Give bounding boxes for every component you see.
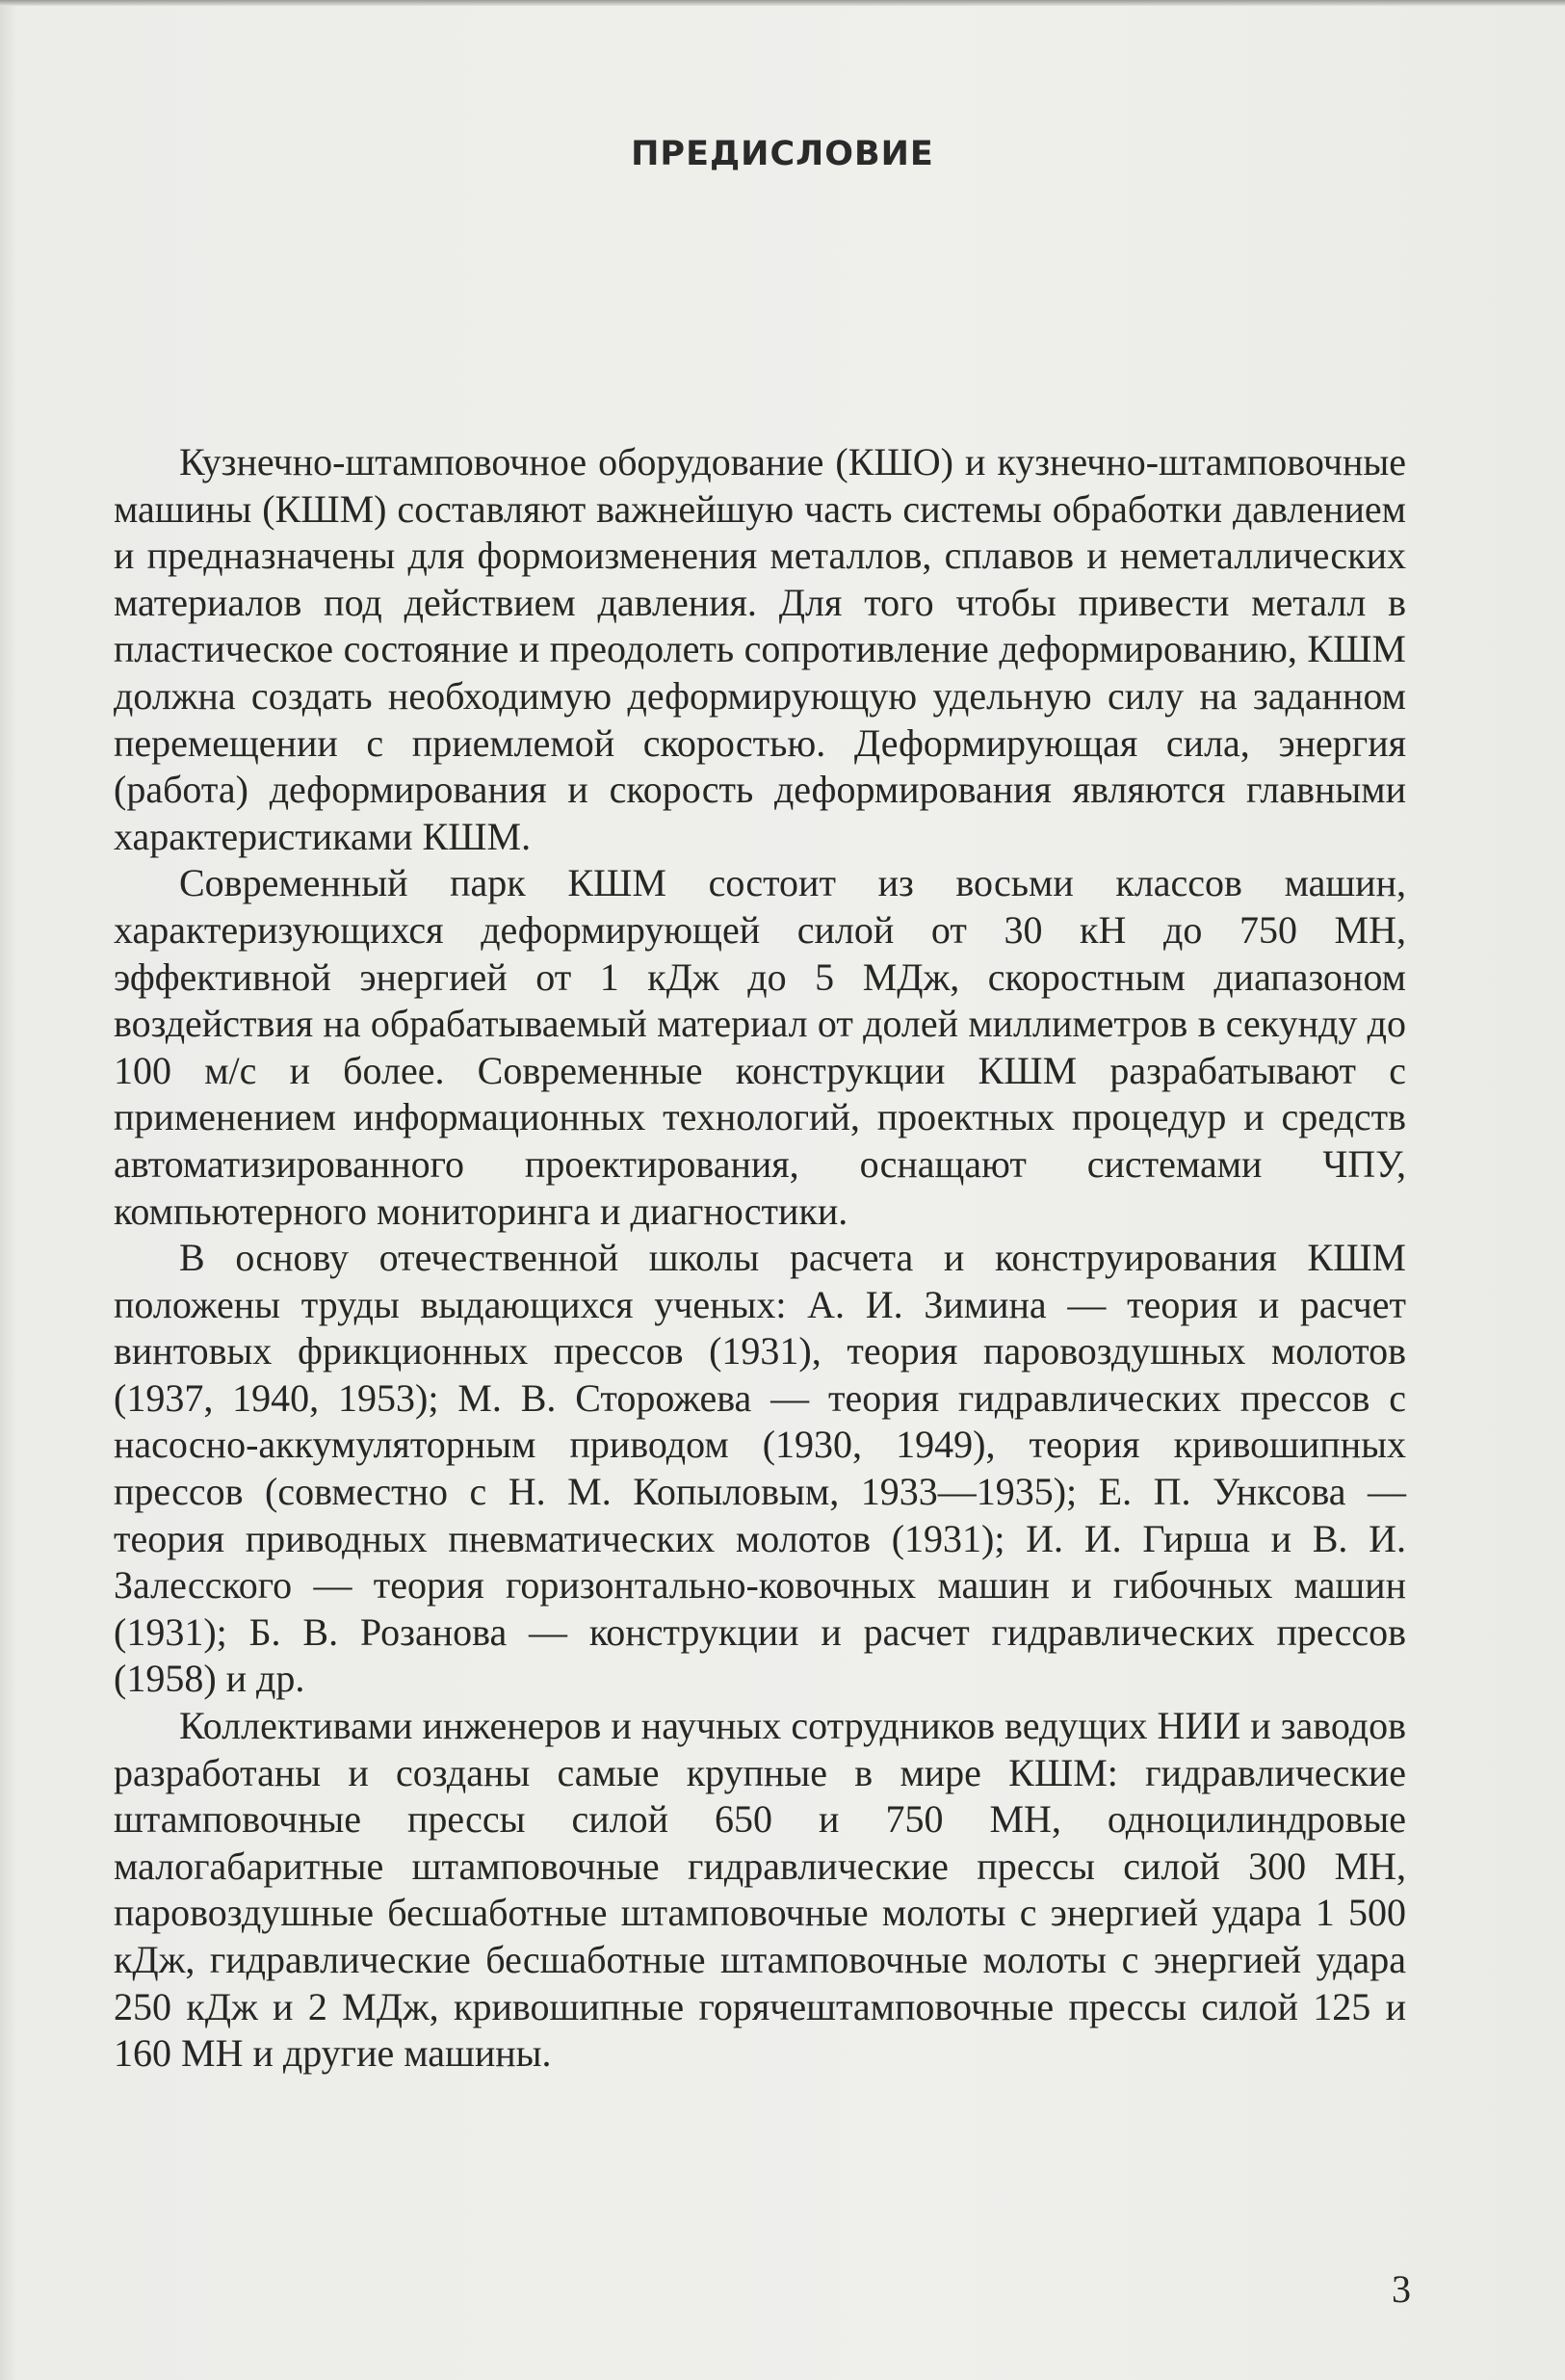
body-text bbox=[114, 439, 1406, 2078]
page-number: 3 bbox=[1392, 2267, 1411, 2311]
page-top-edge bbox=[0, 0, 1565, 6]
paragraph-2: Современный парк КШМ состоит из восьми классов машин, характеризующихся деформирующей силой от 30 кН до 750 МН, эффективной энергией от 1 кДж до 5 МДж, скоростным диапазоном воздействия на обрабатываемый материал от долей миллиметров в секунду до 100 м/с и более. Современные конструкции КШМ разрабатывают с применением информационных технологий, проектных процедур и средств автоматизированного проектирования, оснащают системами ЧПУ, компьютерного мониторинга и диагностики. bbox=[114, 861, 1406, 1233]
paragraph-3: В основу отечественной школы расчета и конструирования КШМ положены труды выдающихся ученых: А. И. Зимина — теория и расчет винтовых фрикционных прессов (1931), теория паровоздушных молотов (1937, 1940, 1953); М. В. Сторожева — теория гидравлических прессов с насосно-аккумуляторным приводом (1930, 1949), теория кривошипных прессов (совместно с Н. М. Копыловым, 1933—1935); Е. П. Унксова — теория приводных пневматических молотов (1931); И. И. Гирша и В. И. Залесского — теория горизонтально-ковочных машин и гибочных машин (1931); Б. В. Розанова — конструкции и расчет гидравлических прессов (1958) и др. bbox=[114, 1236, 1406, 1701]
paragraph-1: Кузнечно-штамповочное оборудование (КШО) и кузнечно-штамповочные машины (КШМ) составляют важнейшую часть системы обработки давлением и предназначены для формоизменения металлов, сплавов и неметаллических материалов под действием давления. Для того чтобы привести металл в пластическое состояние и преодолеть сопротивление деформированию, КШМ должна создать необходимую деформирующую удельную силу на заданном перемещении с приемлемой скоростью. Деформирующая сила, энергия (работа) деформирования и скорость деформирования являются главными характеристиками КШМ. bbox=[114, 440, 1406, 858]
paragraph-4: Коллективами инженеров и научных сотрудников ведущих НИИ и заводов разработаны и созданы самые крупные в мире КШМ: гидравлические штамповочные прессы силой 650 и 750 МН, одноцилиндровые малогабаритные штамповочные гидравлические прессы силой 300 МН, паровоздушные бесшаботные штамповочные молоты с энергией удара 1 500 кДж, гидравлические бесшаботные штамповочные молоты с энергией удара 250 кДж и 2 МДж, кривошипные горячештамповочные прессы силой 125 и 160 МН и другие машины. bbox=[114, 1704, 1406, 2076]
page-heading: ПРЕДИСЛОВИЕ bbox=[631, 135, 934, 173]
